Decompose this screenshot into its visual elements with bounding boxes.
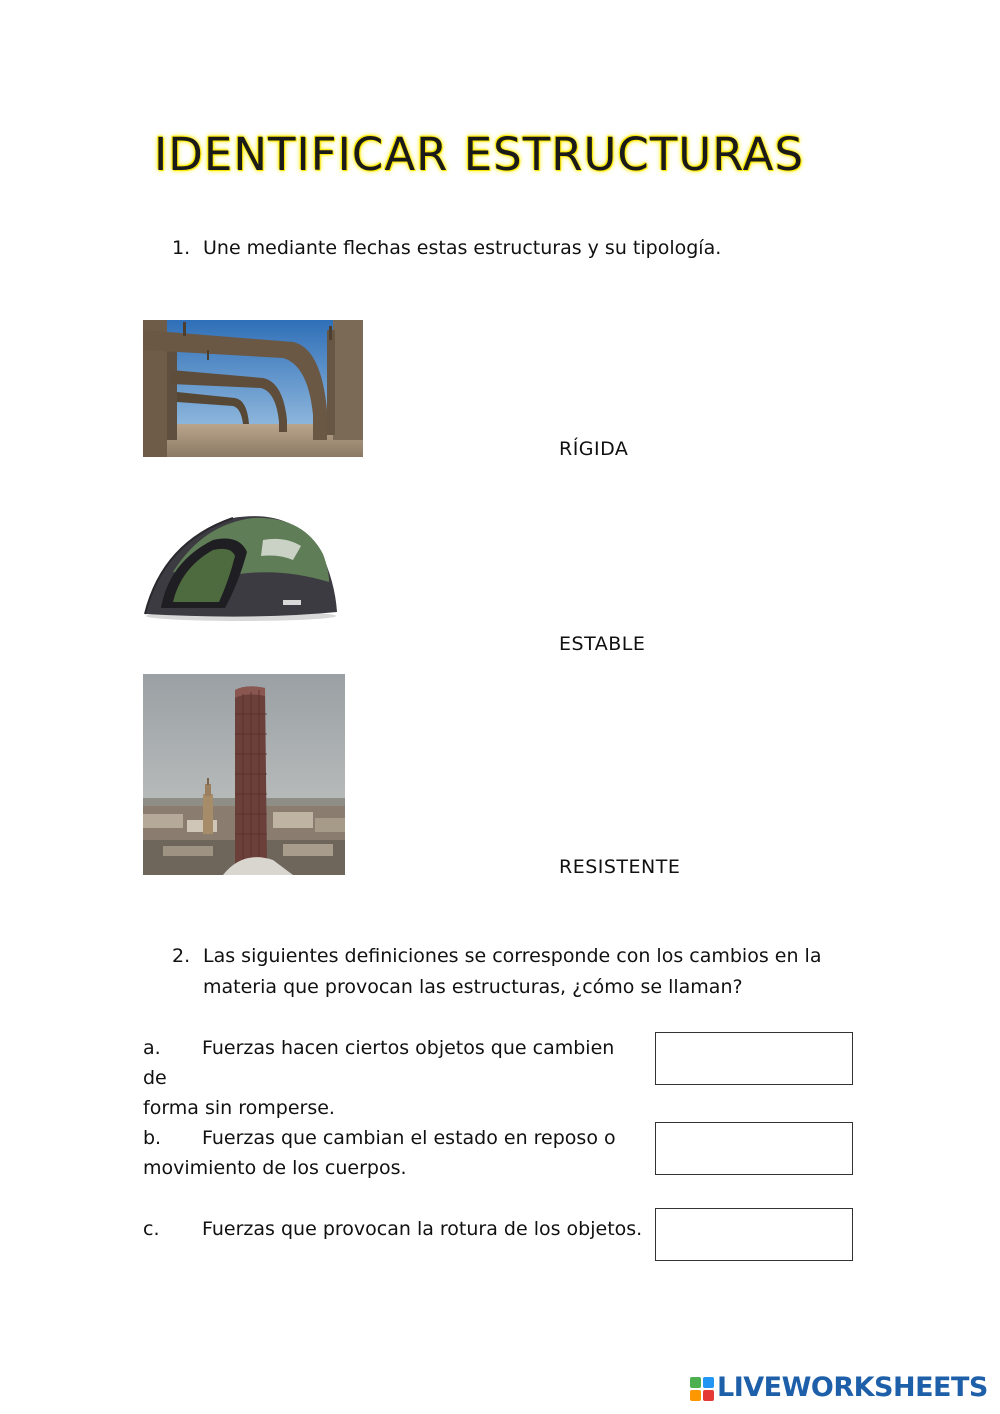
- definition-a: [143, 1033, 643, 1123]
- question-2-number: 2.: [172, 945, 191, 967]
- question-2-text: [203, 941, 823, 1003]
- definition-c: [143, 1214, 643, 1244]
- definition-a-line-1: Fuerzas hacen ciertos objetos que cambien de: [143, 1037, 615, 1089]
- definition-b-line-1: Fuerzas que cambian el estado en reposo o: [202, 1127, 616, 1149]
- answer-box-a[interactable]: [655, 1032, 853, 1085]
- definition-a-letter: a.: [143, 1037, 161, 1059]
- question-1-text: Une mediante flechas estas estructuras y su tipología.: [203, 237, 722, 259]
- question-1-number: 1.: [172, 237, 191, 259]
- definition-b-line-2: movimiento de los cuerpos.: [143, 1157, 407, 1179]
- answer-box-c[interactable]: [655, 1208, 853, 1261]
- tent-photo: [143, 512, 339, 622]
- tent-image: [143, 512, 339, 622]
- question-2: [172, 941, 832, 1005]
- tower-image: [143, 674, 345, 875]
- label-rigida[interactable]: RÍGIDA: [559, 438, 629, 460]
- page-title: IDENTIFICAR ESTRUCTURAS: [154, 128, 805, 181]
- liveworksheets-icon: [690, 1377, 714, 1401]
- question-2-line-1: Las siguientes definiciones se corresponde con los cambios en la: [203, 945, 822, 967]
- arches-image: [143, 320, 363, 457]
- definition-b-letter: b.: [143, 1127, 162, 1149]
- liveworksheets-brand: LIVEWORKSHEETS: [717, 1372, 988, 1403]
- tower-photo: [143, 674, 345, 875]
- definition-c-line-1: Fuerzas que provocan la rotura de los objetos.: [202, 1218, 643, 1240]
- answer-box-b[interactable]: [655, 1122, 853, 1175]
- definition-a-line-2: forma sin romperse.: [143, 1097, 335, 1119]
- liveworksheets-logo[interactable]: [690, 1372, 990, 1406]
- label-estable[interactable]: ESTABLE: [559, 633, 646, 655]
- question-1: [172, 233, 812, 265]
- question-2-line-2: materia que provocan las estructuras, ¿cómo se llaman?: [203, 976, 743, 998]
- label-resistente[interactable]: RESISTENTE: [559, 856, 681, 878]
- definition-b: [143, 1123, 643, 1183]
- definition-c-letter: c.: [143, 1218, 160, 1240]
- arches-photo: [143, 320, 363, 457]
